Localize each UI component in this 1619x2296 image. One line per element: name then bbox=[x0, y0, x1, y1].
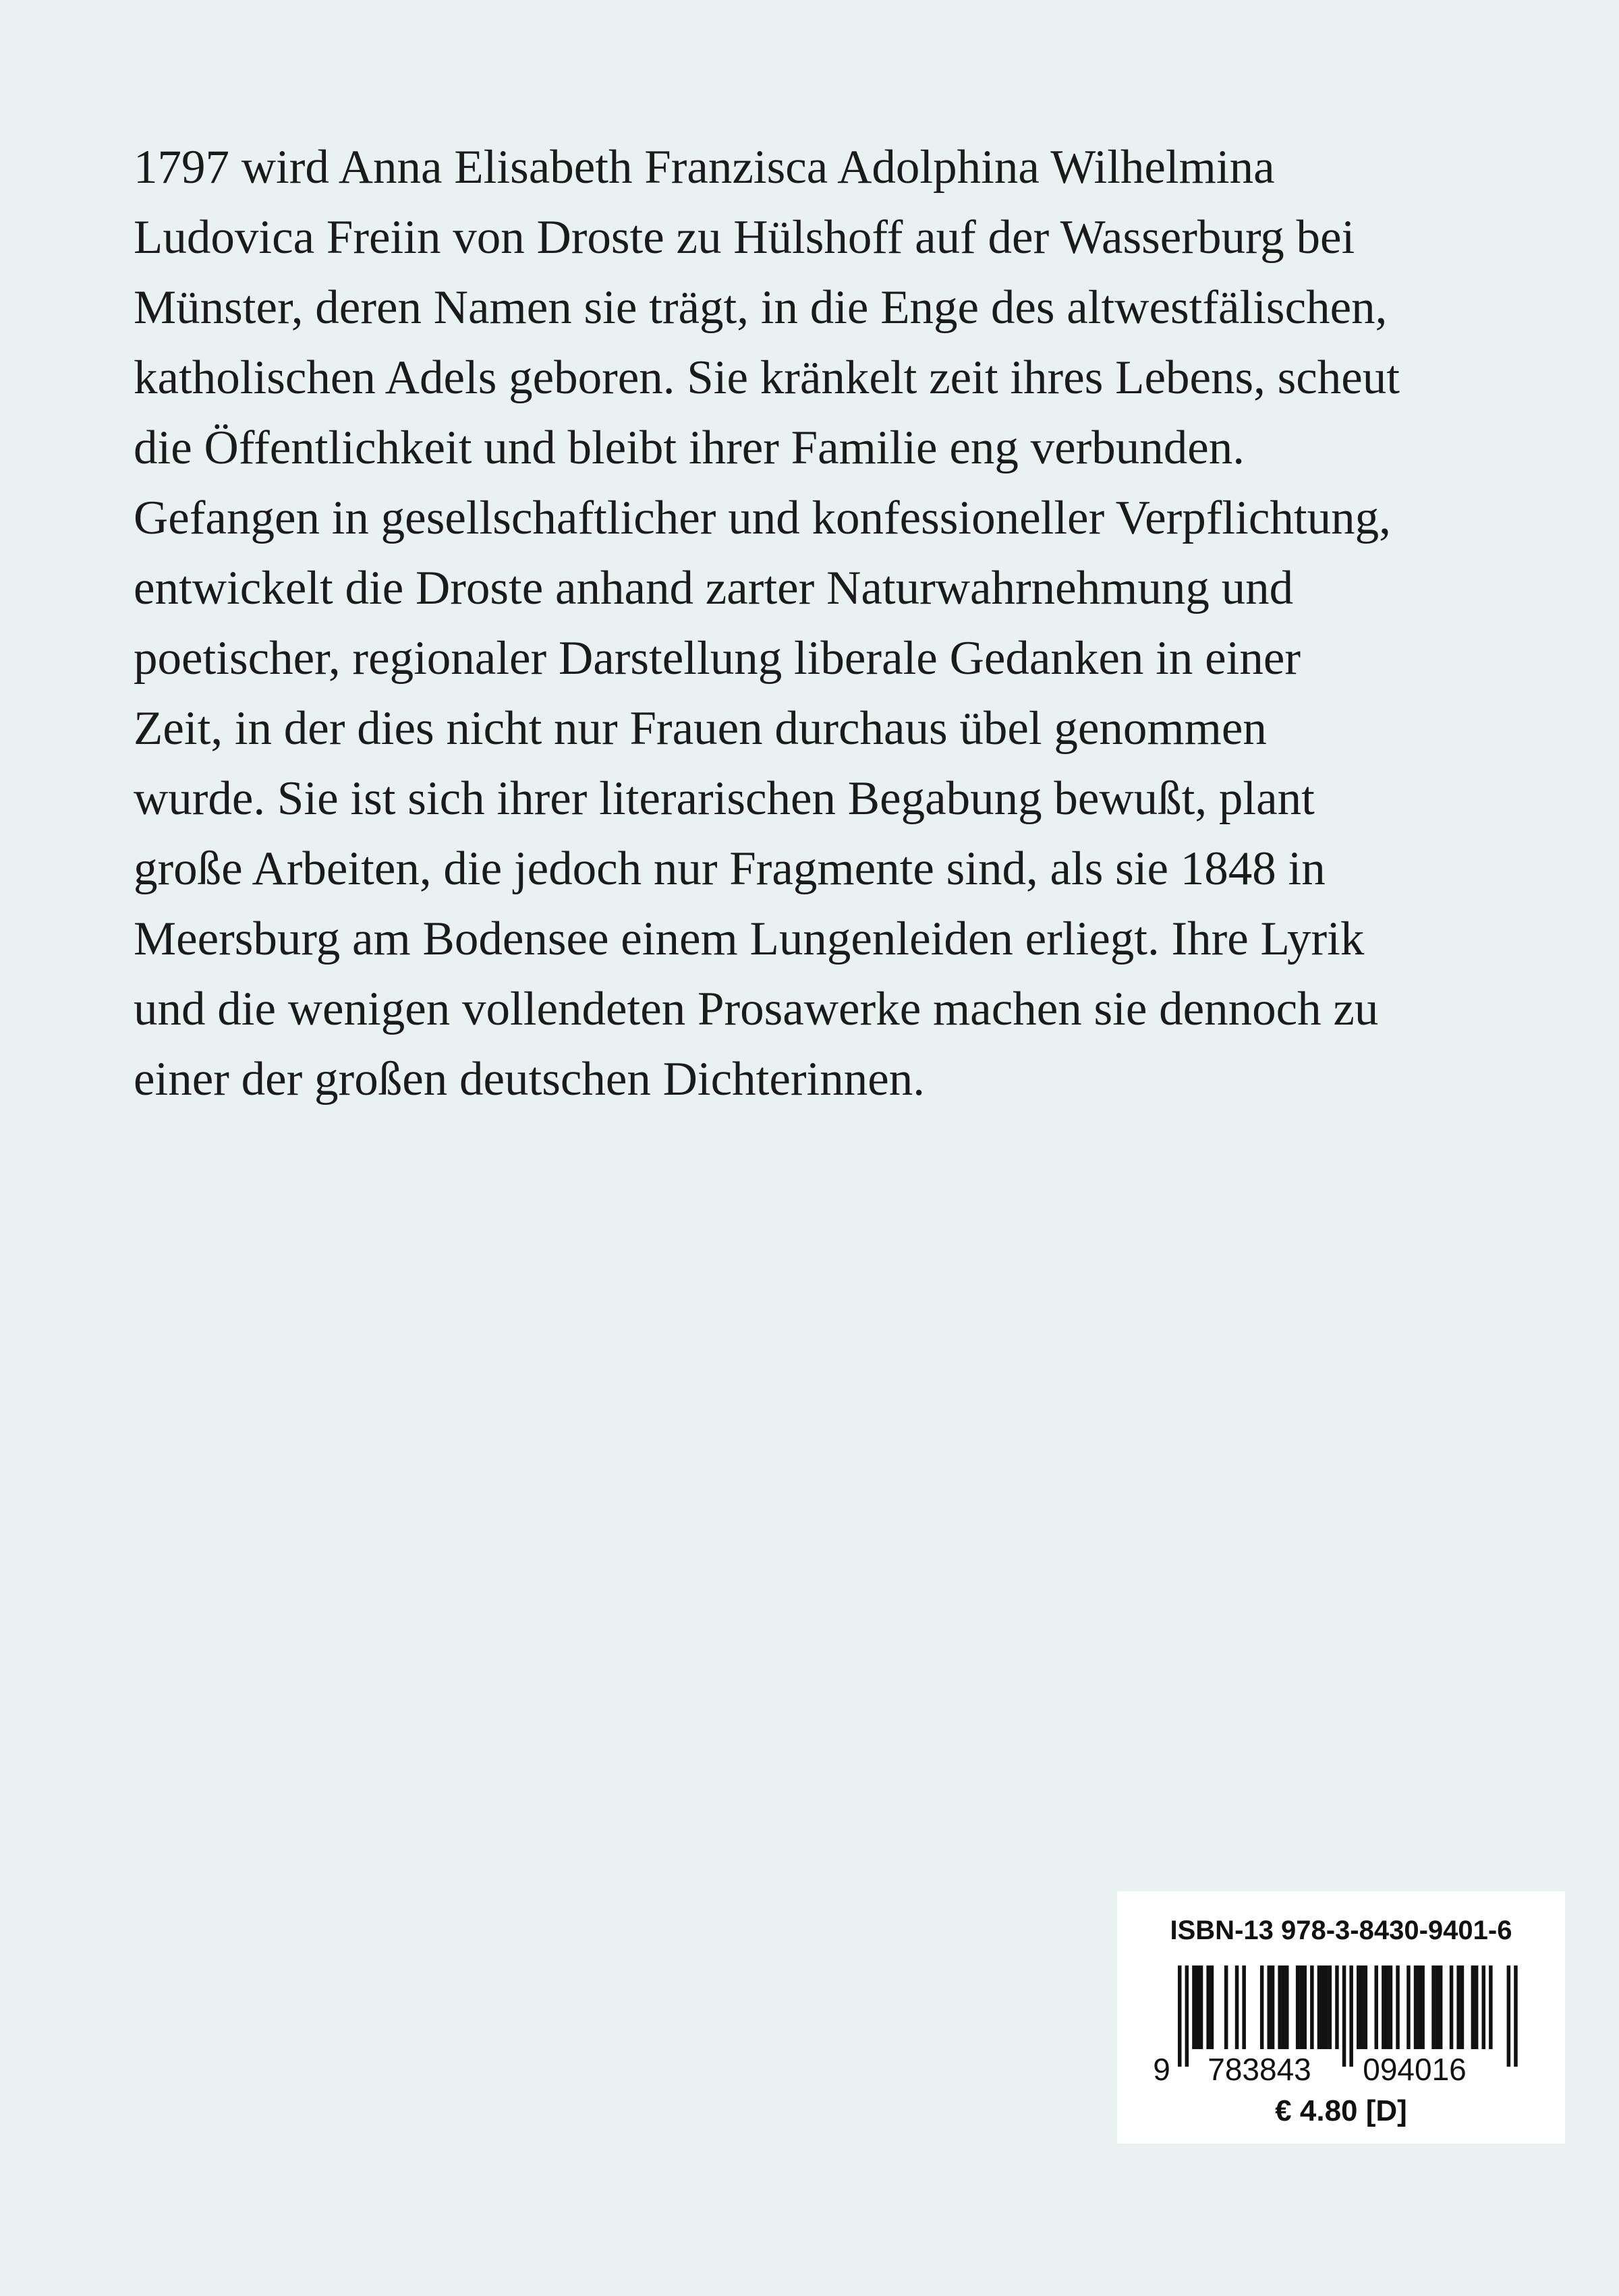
barcode-bar bbox=[1482, 1965, 1486, 2049]
barcode-bar bbox=[1436, 1965, 1440, 2049]
barcode-first-digit: 9 bbox=[1153, 2052, 1170, 2084]
barcode-right-digits: 094016 bbox=[1363, 2052, 1467, 2084]
blurb-line: katholischen Adels geboren. Sie kränkelt zeit ihres Lebens, scheut bbox=[134, 351, 1400, 404]
barcode-bar bbox=[1235, 1965, 1239, 2049]
blurb-line: entwickelt die Droste anhand zarter Naturwahrnehmung und bbox=[134, 562, 1294, 614]
barcode-bar bbox=[1299, 1965, 1303, 2049]
barcode-bar bbox=[1375, 1965, 1379, 2049]
barcode-bar bbox=[1224, 1965, 1228, 2049]
barcode-left-digits: 783843 bbox=[1208, 2052, 1311, 2084]
blurb-line: einer der großen deutschen Dichterinnen. bbox=[134, 1053, 925, 1106]
barcode-bar bbox=[1342, 1965, 1346, 2067]
barcode-bar bbox=[1471, 1965, 1475, 2049]
barcode-bar bbox=[1450, 1965, 1454, 2049]
barcode-bar bbox=[1324, 1965, 1328, 2049]
barcode-bar bbox=[1364, 1965, 1368, 2049]
barcode-bar bbox=[1199, 1965, 1203, 2049]
isbn-text: ISBN-13 978-3-8430-9401-6 bbox=[1170, 1916, 1512, 1945]
blurb-line: Münster, deren Namen sie trägt, in die Enge des altwestfälischen, bbox=[134, 281, 1388, 334]
blurb-line: Meersburg am Bodensee einem Lungenleiden erliegt. Ihre Lyrik bbox=[134, 913, 1365, 965]
barcode-bar bbox=[1271, 1965, 1275, 2049]
barcode-bar bbox=[1260, 1965, 1264, 2049]
barcode-label bbox=[1117, 1891, 1565, 2144]
barcode-bar bbox=[1489, 1965, 1493, 2049]
barcode-bar bbox=[1349, 1965, 1353, 2067]
barcode-bar bbox=[1310, 1965, 1314, 2049]
barcode-bar bbox=[1178, 1965, 1182, 2067]
author-blurb bbox=[134, 132, 1510, 1114]
barcode-bar bbox=[1278, 1965, 1282, 2049]
barcode-bar bbox=[1507, 1965, 1511, 2067]
barcode-bar bbox=[1360, 1965, 1364, 2049]
barcode-bar bbox=[1303, 1965, 1307, 2049]
blurb-line: die Öffentlichkeit und bleibt ihrer Familie eng verbunden. bbox=[134, 422, 1245, 474]
barcode-bar bbox=[1282, 1965, 1286, 2049]
barcode-bar bbox=[1414, 1965, 1418, 2049]
blurb-line: Ludovica Freiin von Droste zu Hülshoff auf der Wasserburg bei bbox=[134, 211, 1355, 264]
barcode-bar bbox=[1192, 1965, 1196, 2049]
barcode-bar bbox=[1417, 1965, 1421, 2049]
barcode-bar bbox=[1268, 1965, 1272, 2049]
barcode-bar bbox=[1385, 1965, 1389, 2049]
blurb-line: wurde. Sie ist sich ihrer literarischen Begabung bewußt, plant bbox=[134, 772, 1315, 825]
blurb-line: poetischer, regionaler Darstellung liberale Gedanken in einer bbox=[134, 632, 1301, 685]
barcode-bar bbox=[1285, 1965, 1289, 2049]
barcode-bar bbox=[1514, 1965, 1518, 2067]
barcode-bar bbox=[1460, 1965, 1465, 2049]
barcode-bar bbox=[1431, 1965, 1436, 2049]
barcode-bar bbox=[1439, 1965, 1443, 2049]
barcode-bar bbox=[1185, 1965, 1189, 2067]
barcode-bar bbox=[1456, 1965, 1460, 2049]
blurb-line: große Arbeiten, die jedoch nur Fragmente sind, als sie 1848 in bbox=[134, 842, 1326, 895]
barcode-bar bbox=[1335, 1965, 1339, 2049]
barcode bbox=[1152, 1965, 1530, 2084]
barcode-bar bbox=[1317, 1965, 1322, 2049]
barcode-bar bbox=[1421, 1965, 1425, 2049]
blurb-line: Gefangen in gesellschaftlicher und konfessioneller Verpflichtung, bbox=[134, 492, 1391, 544]
barcode-bar bbox=[1389, 1965, 1393, 2049]
barcode-bar bbox=[1321, 1965, 1325, 2049]
barcode-bar bbox=[1196, 1965, 1200, 2049]
barcode-bar bbox=[1382, 1965, 1386, 2049]
blurb-line: 1797 wird Anna Elisabeth Franzisca Adolphina Wilhelmina bbox=[134, 141, 1275, 194]
barcode-bar bbox=[1296, 1965, 1300, 2049]
barcode-bar bbox=[1407, 1965, 1411, 2049]
price-label: € 4.80 [D] bbox=[1275, 2094, 1407, 2127]
blurb-line: und die wenigen vollendeten Prosawerke machen sie dennoch zu bbox=[134, 983, 1379, 1035]
barcode-bar bbox=[1475, 1965, 1479, 2049]
barcode-bar bbox=[1210, 1965, 1214, 2049]
barcode-bar bbox=[1328, 1965, 1332, 2049]
barcode-bar bbox=[1396, 1965, 1400, 2049]
barcode-bar bbox=[1206, 1965, 1210, 2049]
barcode-bar bbox=[1357, 1965, 1361, 2049]
blurb-line: Zeit, in der dies nicht nur Frauen durchaus übel genommen bbox=[134, 702, 1267, 755]
barcode-bar bbox=[1242, 1965, 1246, 2049]
